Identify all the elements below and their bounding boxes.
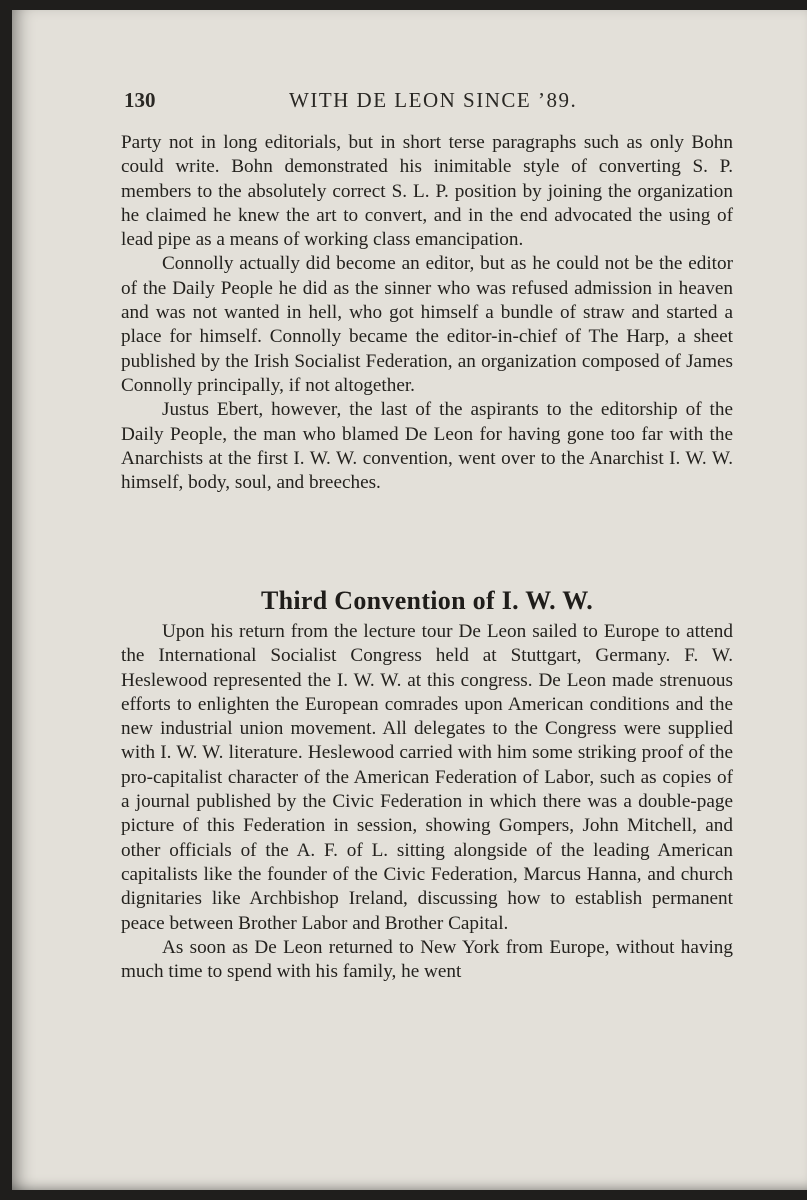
paragraph: Party not in long editorials, but in short terse paragraphs such as only Bohn could write. Bohn demonstrated his inimitable style of converting S. P. members to the absolutely correct S. L. P. position by joining the organization he claimed he knew the art to convert, and in the end advocated the using of lead pipe as a means of working class emancipation. <box>121 132 733 251</box>
body-text-bottom <box>121 620 733 984</box>
page-header <box>124 88 624 118</box>
body-text-top <box>121 131 733 495</box>
paragraph: Upon his return from the lecture tour De Leon sailed to Europe to attend the International Socialist Congress held at Stuttgart, Germany. F. W. Heslewood represented the I. W. W. at this congress. De Leon made strenuous efforts to enlighten the European comrades upon American conditions and the new industrial union movement. All delegates to the Congress were supplied with I. W. W. literature. Heslewood carried with him some striking proof of the pro-capitalist character of the American Federation of Labor, such as copies of a journal published by the Civic Federation in which there was a double-page picture of this Federation in session, showing Gompers, John Mitchell, and other officials of the A. F. of L. sitting alongside of the leading American capitalists like the founder of the Civic Federation, Marcus Hanna, and church dignitaries like Archbishop Ireland, discussing how to establish permanent peace between Brother Labor and Brother Capital. <box>121 621 733 934</box>
paragraph: Connolly actually did become an editor, but as he could not be the editor of the Daily People he did as the sinner who was refused admission in heaven and was not wanted in hell, who got himself a bundle of straw and started a place for himself. Connolly became the editor-in-chief of The Harp, a sheet published by the Irish Socialist Federation, an organization composed of James Connolly principally, if not altogether. <box>121 253 733 396</box>
page-number: 130 <box>124 88 156 112</box>
running-head: WITH DE LEON SINCE ’89. <box>289 88 578 112</box>
paragraph: Justus Ebert, however, the last of the aspirants to the editorship of the Daily People, the man who blamed De Leon for having gone too far with the Anarchists at the first I. W. W. convention, went over to the Anarchist I. W. W. himself, body, soul, and breeches. <box>121 399 733 494</box>
paragraph: As soon as De Leon returned to New York from Europe, without having much time to spend with his family, he went <box>121 936 733 983</box>
section-heading: Third Convention of I. W. W. <box>260 586 594 615</box>
